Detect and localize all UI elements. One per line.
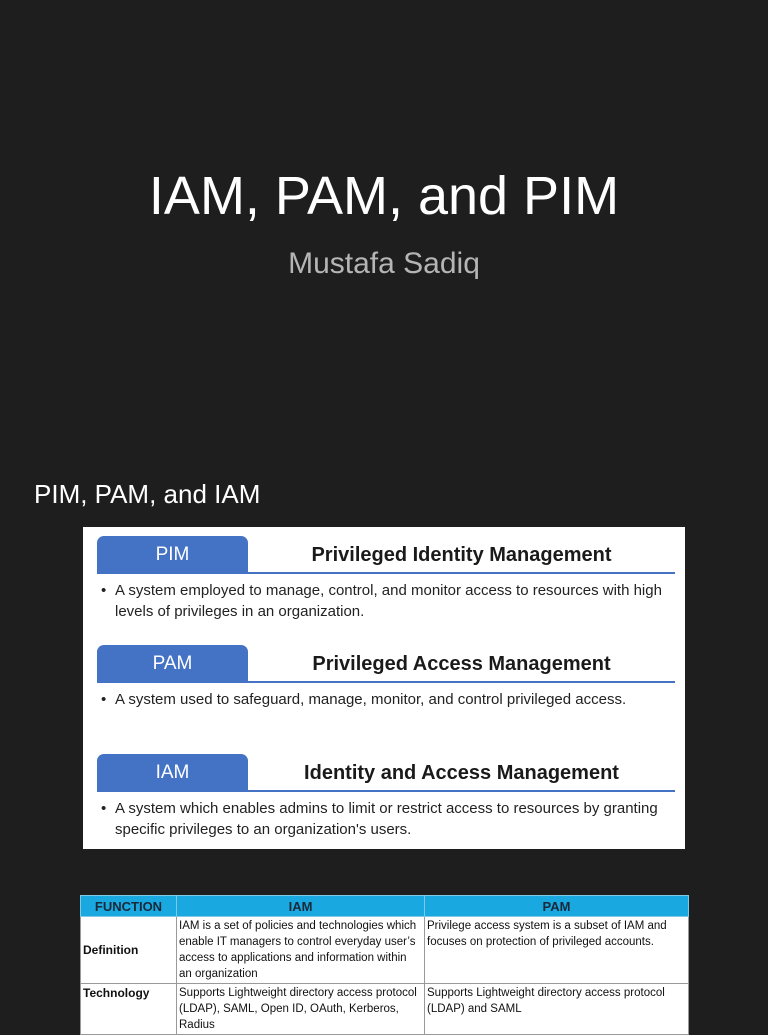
divider bbox=[97, 790, 675, 792]
comparison-table bbox=[80, 895, 689, 1035]
section-heading: PIM, PAM, and IAM bbox=[34, 479, 261, 509]
bullet: • bbox=[101, 800, 107, 817]
row-pam-cell: Privilege access system is a subset of IAM and focuses on protection of privileged accounts. bbox=[425, 917, 689, 984]
column-header-pam: PAM bbox=[425, 896, 689, 917]
table-row bbox=[81, 984, 689, 1035]
row-function: Technology bbox=[81, 984, 177, 1035]
divider bbox=[97, 681, 675, 683]
column-header-iam: IAM bbox=[177, 896, 425, 917]
definition-tab: PAM bbox=[97, 645, 248, 682]
presentation-title: IAM, PAM, and PIM bbox=[148, 166, 620, 226]
author-name: Mustafa Sadiq bbox=[288, 247, 480, 280]
definition-description bbox=[97, 798, 672, 840]
row-function: Definition bbox=[81, 917, 177, 984]
definition-name: Identity and Access Management bbox=[304, 762, 619, 784]
table-header-row bbox=[81, 896, 689, 917]
definition-text: A system which enables admins to limit or restrict access to resources by granting specific privileges to an organization's users. bbox=[115, 800, 658, 838]
definition-text: A system employed to manage, control, and monitor access to resources with high levels of privileges in an organization. bbox=[115, 582, 662, 620]
title-slide bbox=[0, 0, 768, 440]
definitions-panel bbox=[83, 527, 685, 849]
column-header-function: FUNCTION bbox=[81, 896, 177, 917]
table-row bbox=[81, 917, 689, 984]
bullet: • bbox=[101, 691, 107, 708]
definition-text: A system used to safeguard, manage, monitor, and control privileged access. bbox=[115, 691, 627, 708]
definition-name: Privileged Identity Management bbox=[311, 544, 612, 566]
row-iam-cell: IAM is a set of policies and technologies which enable IT managers to control everyday user’s access to applications and information within an organization bbox=[177, 917, 425, 984]
bullet: • bbox=[101, 582, 107, 599]
definition-name: Privileged Access Management bbox=[312, 653, 611, 675]
definition-description bbox=[97, 689, 672, 710]
row-iam-cell: Supports Lightweight directory access protocol (LDAP), SAML, Open ID, OAuth, Kerberos, Radius bbox=[177, 984, 425, 1035]
divider bbox=[97, 572, 675, 574]
row-pam-cell: Supports Lightweight directory access protocol (LDAP) and SAML bbox=[425, 984, 689, 1035]
definition-tab: PIM bbox=[97, 536, 248, 573]
definition-tab: IAM bbox=[97, 754, 248, 791]
definition-description bbox=[97, 580, 672, 622]
